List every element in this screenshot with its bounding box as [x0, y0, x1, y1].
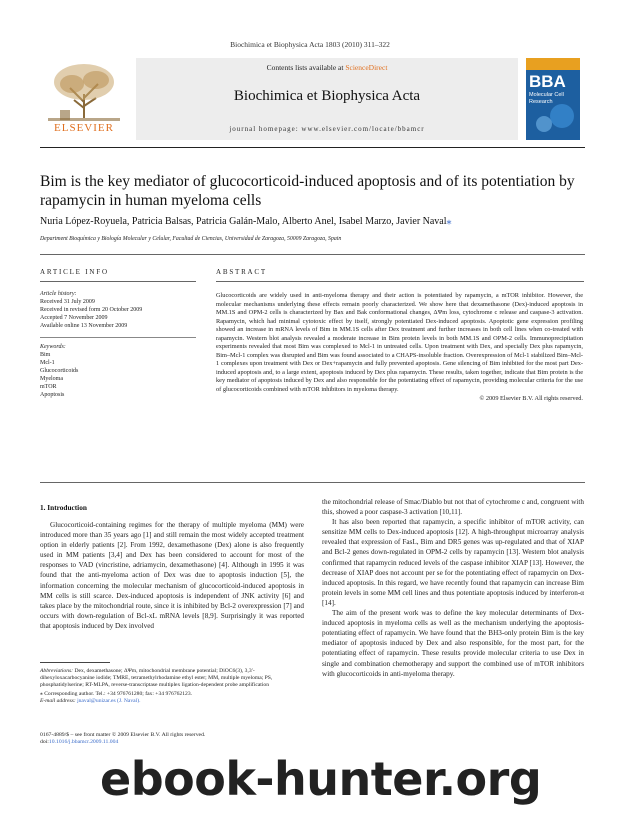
intro-paragraph: It has also been reported that rapamycin, a specific inhibitor of mTOR activity, can sensitize MM cells to Dex-induced apoptosis [12]. A high-throughput microarray analysis revealed that expression of FasL, Bim and DR5 genes was up-regulated and that of XIAP and Bcl-2 genes down-regulated in OPM-2 cells by rapamycin [13]. Western blot analysis confirmed that rapamycin reduced levels of the caspase inhibitor XIAP [13]. However, the decrease of XIAP does not account per se for the potentiating effect of rapamycin on Dex-induced apoptosis. In this regard, we have recently found that rapamycin can increase Bim protein levels in some MM cell lines and thus potentiate apoptosis induced by interferon-α [14].: [322, 518, 586, 607]
issn-line: 0167-4889/$ – see front matter © 2009 Elsevier B.V. All rights reserved.: [40, 732, 206, 738]
abstract-copyright: © 2009 Elsevier B.V. All rights reserved.: [479, 394, 583, 402]
keyword-item: Bim: [40, 352, 51, 358]
abstract-end-rule: [40, 482, 585, 483]
abstract-text: Glucocorticoids are widely used in anti-myeloma therapy and their action is potentiated by rapamycin, a mTOR inhibitor. However, the molecular mechanisms underlying these effects remain poorly characterized. We show here that dexamethasone (Dex)-induced apoptosis in MM.1S and OPM-2 cells is characterized by Bax and Bak conformational changes, ΔΨm loss, cytochrome c release and caspase-3 activation. Rapamycin, which had minimal cytotoxic effect by itself, strongly potentiated Dex-induced apoptosis. Apoptotic gene expression profiling showed an increase in mRNA levels of Bim in MM.1S cells after Dex treatment and further increases in both cell lines when co-treated with rapamycin. Western blot analysis revealed a moderate increase in Bim protein levels in both MM.1S and OPM-2 cells. Immunoprecipitation experiments revealed that most Bim was complexed to Mcl-1 in untreated cells. Upon treatment with Dex, and specially Dex plus rapamycin, Bim–Mcl-1 complex was disrupted and Bim was found associated to a CHAPS-insoluble fraction. Overexpression of Mcl-1 stabilized Bim–Mcl-1 complexes upon treatment with Dex or Dex+rapamycin and fully prevented apoptosis. Gene silencing of Bim inhibited for the most part Dex-induced apoptosis and, to a large extent, apoptosis induced by Dex plus rapamycin. These results, taken together, indicate that Bim protein is the key mediator of apoptosis induced by Dex and also responsible for the potentiating effect of rapamycin, providing molecular criteria for the use of glucocorticoids combined with mTOR inhibitors in myeloma therapy.: [216, 292, 585, 394]
elsevier-wordmark: ELSEVIER: [54, 122, 114, 134]
cover-subtitle: [529, 92, 564, 106]
article-info-rule: [40, 281, 196, 282]
journal-homepage[interactable]: journal homepage: www.elsevier.com/locate/bbamcr: [229, 125, 425, 133]
authors-text: Nuria López-Royuela, Patricia Balsas, Patricia Galán-Malo, Alberto Anel, Isabel Marzo, Javier Naval: [40, 216, 447, 227]
watermark-text: ebook-hunter.org: [100, 752, 542, 806]
keyword-item: mTOR: [40, 384, 57, 390]
abbreviations-footnote: [40, 668, 304, 690]
affiliation: Department Bioquímica y Biología Molecular y Celular, Facultad de Ciencias, Universidad de Zaragoza, 50009 Zaragoza, Spain: [40, 236, 342, 242]
keywords-divider: [40, 337, 196, 338]
intro-right-column: [322, 497, 584, 679]
history-received: Received 31 July 2009: [40, 299, 95, 305]
article-title: Bim is the key mediator of glucocorticoid-induced apoptosis and of its potentiation by rapamycin in human myeloma cells: [40, 173, 579, 209]
abstract-rule: [216, 281, 584, 282]
keyword-item: Apoptosis: [40, 392, 65, 398]
keywords-label: Keywords:: [40, 344, 66, 350]
contents-prefix: Contents lists available at: [266, 63, 346, 72]
abbreviations-text: Dex, dexamethasone; ΔΨm, mitochondrial membrane potential; DiOC6(3), 3,3′-dihexyloxacarbocyanine iodide; TMRE, tetramethylrhodamine ethyl ester; MM, multiple myeloma; PS, phosphatidylserine; RT-MLPA, reverse-transcriptase multiplex ligation-dependent probe amplification: [40, 668, 274, 689]
cover-subtitle-line-1: Molecular Cell: [529, 92, 564, 98]
intro-heading: 1. Introduction: [40, 503, 87, 512]
abstract-section: [216, 292, 583, 403]
journal-title: Biochimica et Biophysica Acta: [233, 88, 421, 104]
email-footnote: [40, 698, 304, 705]
history-online: Available online 13 November 2009: [40, 323, 128, 329]
cover-title: BBA: [529, 72, 566, 91]
history-label: Article history:: [40, 291, 77, 297]
sciencedirect-link[interactable]: ScienceDirect: [345, 63, 388, 72]
contents-line: [136, 63, 518, 72]
journal-cover[interactable]: [526, 58, 580, 140]
keyword-item: Myeloma: [40, 376, 63, 382]
doi-link[interactable]: 10.1016/j.bbamcr.2009.11.004: [48, 739, 119, 746]
footnote-rule: [40, 662, 110, 663]
footnotes: [40, 668, 304, 705]
intro-left-column: Glucocorticoid-containing regimes for the therapy of multiple myeloma (MM) were introduced more than 35 years ago [1] and still remain the most widely accepted treatment option in elderly patients [2]. From 1992, dexamethasone (Dex) alone is also frequently used in MM patients [3,4] and Dex has been considered to account for most of the responses to VAD (vincristine, adriamycin, dexamethasone) [4]. Although in 1995 it was found that the anti-myeloma action of Dex was due to apoptosis induction [5], the information concerning the molecular mechanism of glucocorticoid-induced apoptosis in MM cells is still scarce. Dex-induced apoptosis is independent of JNK activity [6] and takes place by the mitochondrial route, since it is inhibited by Bcl-2 overexpression [7] and occurs with down-regulation of Bcl-xL mRNA levels [8,9]. Surprisingly it was reported that apoptosis induced by Dex involved: [40, 521, 306, 630]
doi-line: [40, 739, 205, 746]
journal-header: [40, 58, 580, 140]
intro-paragraph: The aim of the present work was to define the key molecular determinants of Dex-induced apoptosis in myeloma cells as well as the mechanism underlying the apoptosis-potentiating effect of rapamycin. We have found that the BH3-only protein Bim is the key mediator of apoptosis induced by Dex and also responsible, for the most part, for the potentiating effect of rapamycin. These results provide molecular criteria to use Dex in single and combination chemotherapy and support the combined use of mTOR inhibitors with glucocorticoids in anti-myeloma therapy.: [322, 609, 586, 678]
email-link[interactable]: jnaval@unizar.es (J. Naval).: [75, 697, 141, 704]
article-info-box: [40, 290, 196, 399]
article-info-heading: ARTICLE INFO: [40, 268, 109, 276]
keyword-item: Glucocorticoids: [40, 368, 79, 374]
title-rule: [40, 254, 585, 255]
header-rule: [40, 147, 585, 148]
page-footer: [40, 732, 205, 746]
history-accepted: Accepted 7 November 2009: [40, 315, 108, 321]
abstract-heading: ABSTRACT: [216, 268, 267, 276]
keyword-item: Mcl-1: [40, 360, 55, 366]
doi-label: doi:: [40, 739, 49, 746]
running-head: Biochimica et Biophysica Acta 1803 (2010) 311–322: [230, 40, 390, 49]
corresponding-author-mark[interactable]: ⁎: [446, 216, 452, 227]
history-revised: Received in revised form 20 October 2009: [40, 307, 143, 313]
email-label: E-mail address:: [40, 697, 76, 704]
intro-paragraph: the mitochondrial release of Smac/Diablo but not that of cytochrome c and, congruent with this, showed a poor caspase-3 activation [10,11].: [322, 498, 586, 517]
journal-banner: [136, 58, 518, 140]
corresponding-author-footnote: ⁎ Corresponding author. Tel.: +34 976761280; fax: +34 976762123.: [40, 690, 193, 697]
cover-subtitle-line-2: Research: [529, 99, 553, 105]
abbreviations-label: Abbreviations:: [40, 668, 74, 674]
elsevier-logo[interactable]: [40, 58, 128, 140]
author-list: [40, 216, 585, 227]
